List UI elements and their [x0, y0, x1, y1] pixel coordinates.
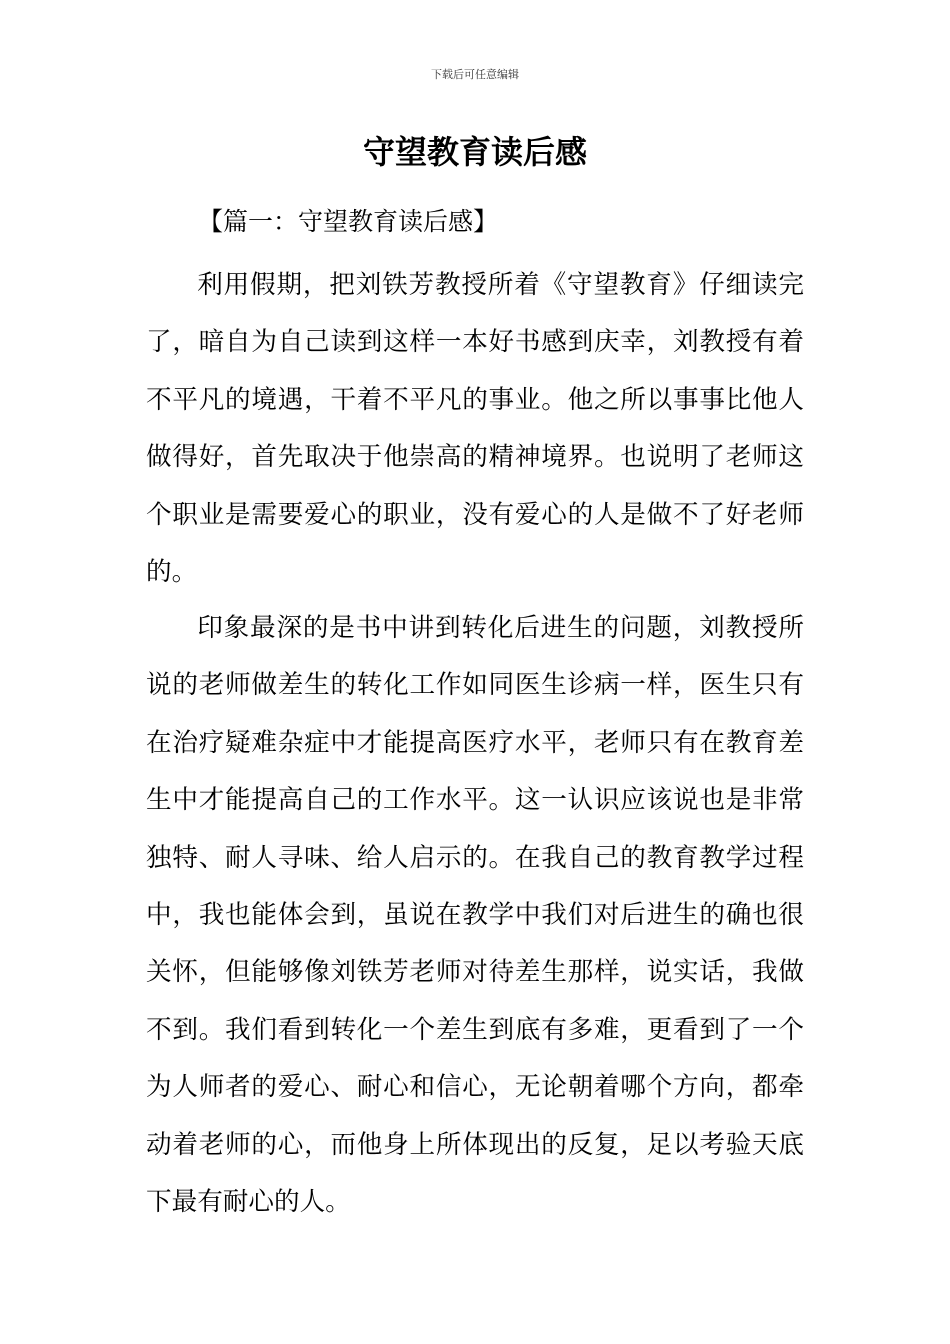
document-title: 守望教育读后感 — [362, 133, 587, 171]
header-note: 下载后可任意编辑 — [431, 68, 519, 81]
section-heading: 【篇一：守望教育读后感】 — [198, 207, 499, 236]
paragraph-2: 印象最深的是书中讲到转化后进生的问题，刘教授所说的老师做差生的转化工作如同医生诊病一样，医生只有在治疗疑难杂症中才能提高医疗水平，老师只有在教育差生中才能提高自己的工作水平。这一认识应该说也是非常独特、耐人寻味、给人启示的。在我自己的教育教学过程中，我也能体会到，虽说在教学中我们对后进生的确也很关怀，但能够像刘铁芳老师对待差生那样，说实话，我做不到。我们看到转化一个差生到底有多难，更看到了一个为人师者的爱心、耐心和信心，无论朝着哪个方向，都牵动着老师的心，而他身上所体现出的反复，足以考验天底下最有耐心的人。 — [146, 613, 804, 1218]
paragraph-1: 利用假期，把刘铁芳教授所着《守望教育》仔细读完了，暗自为自己读到这样一本好书感到庆幸，刘教授有着不平凡的境遇，干着不平凡的事业。他之所以事事比他人做得好，首先取决于他崇高的精神境界。也说明了老师这个职业是需要爱心的职业，没有爱心的人是做不了好老师的。 — [146, 270, 804, 588]
